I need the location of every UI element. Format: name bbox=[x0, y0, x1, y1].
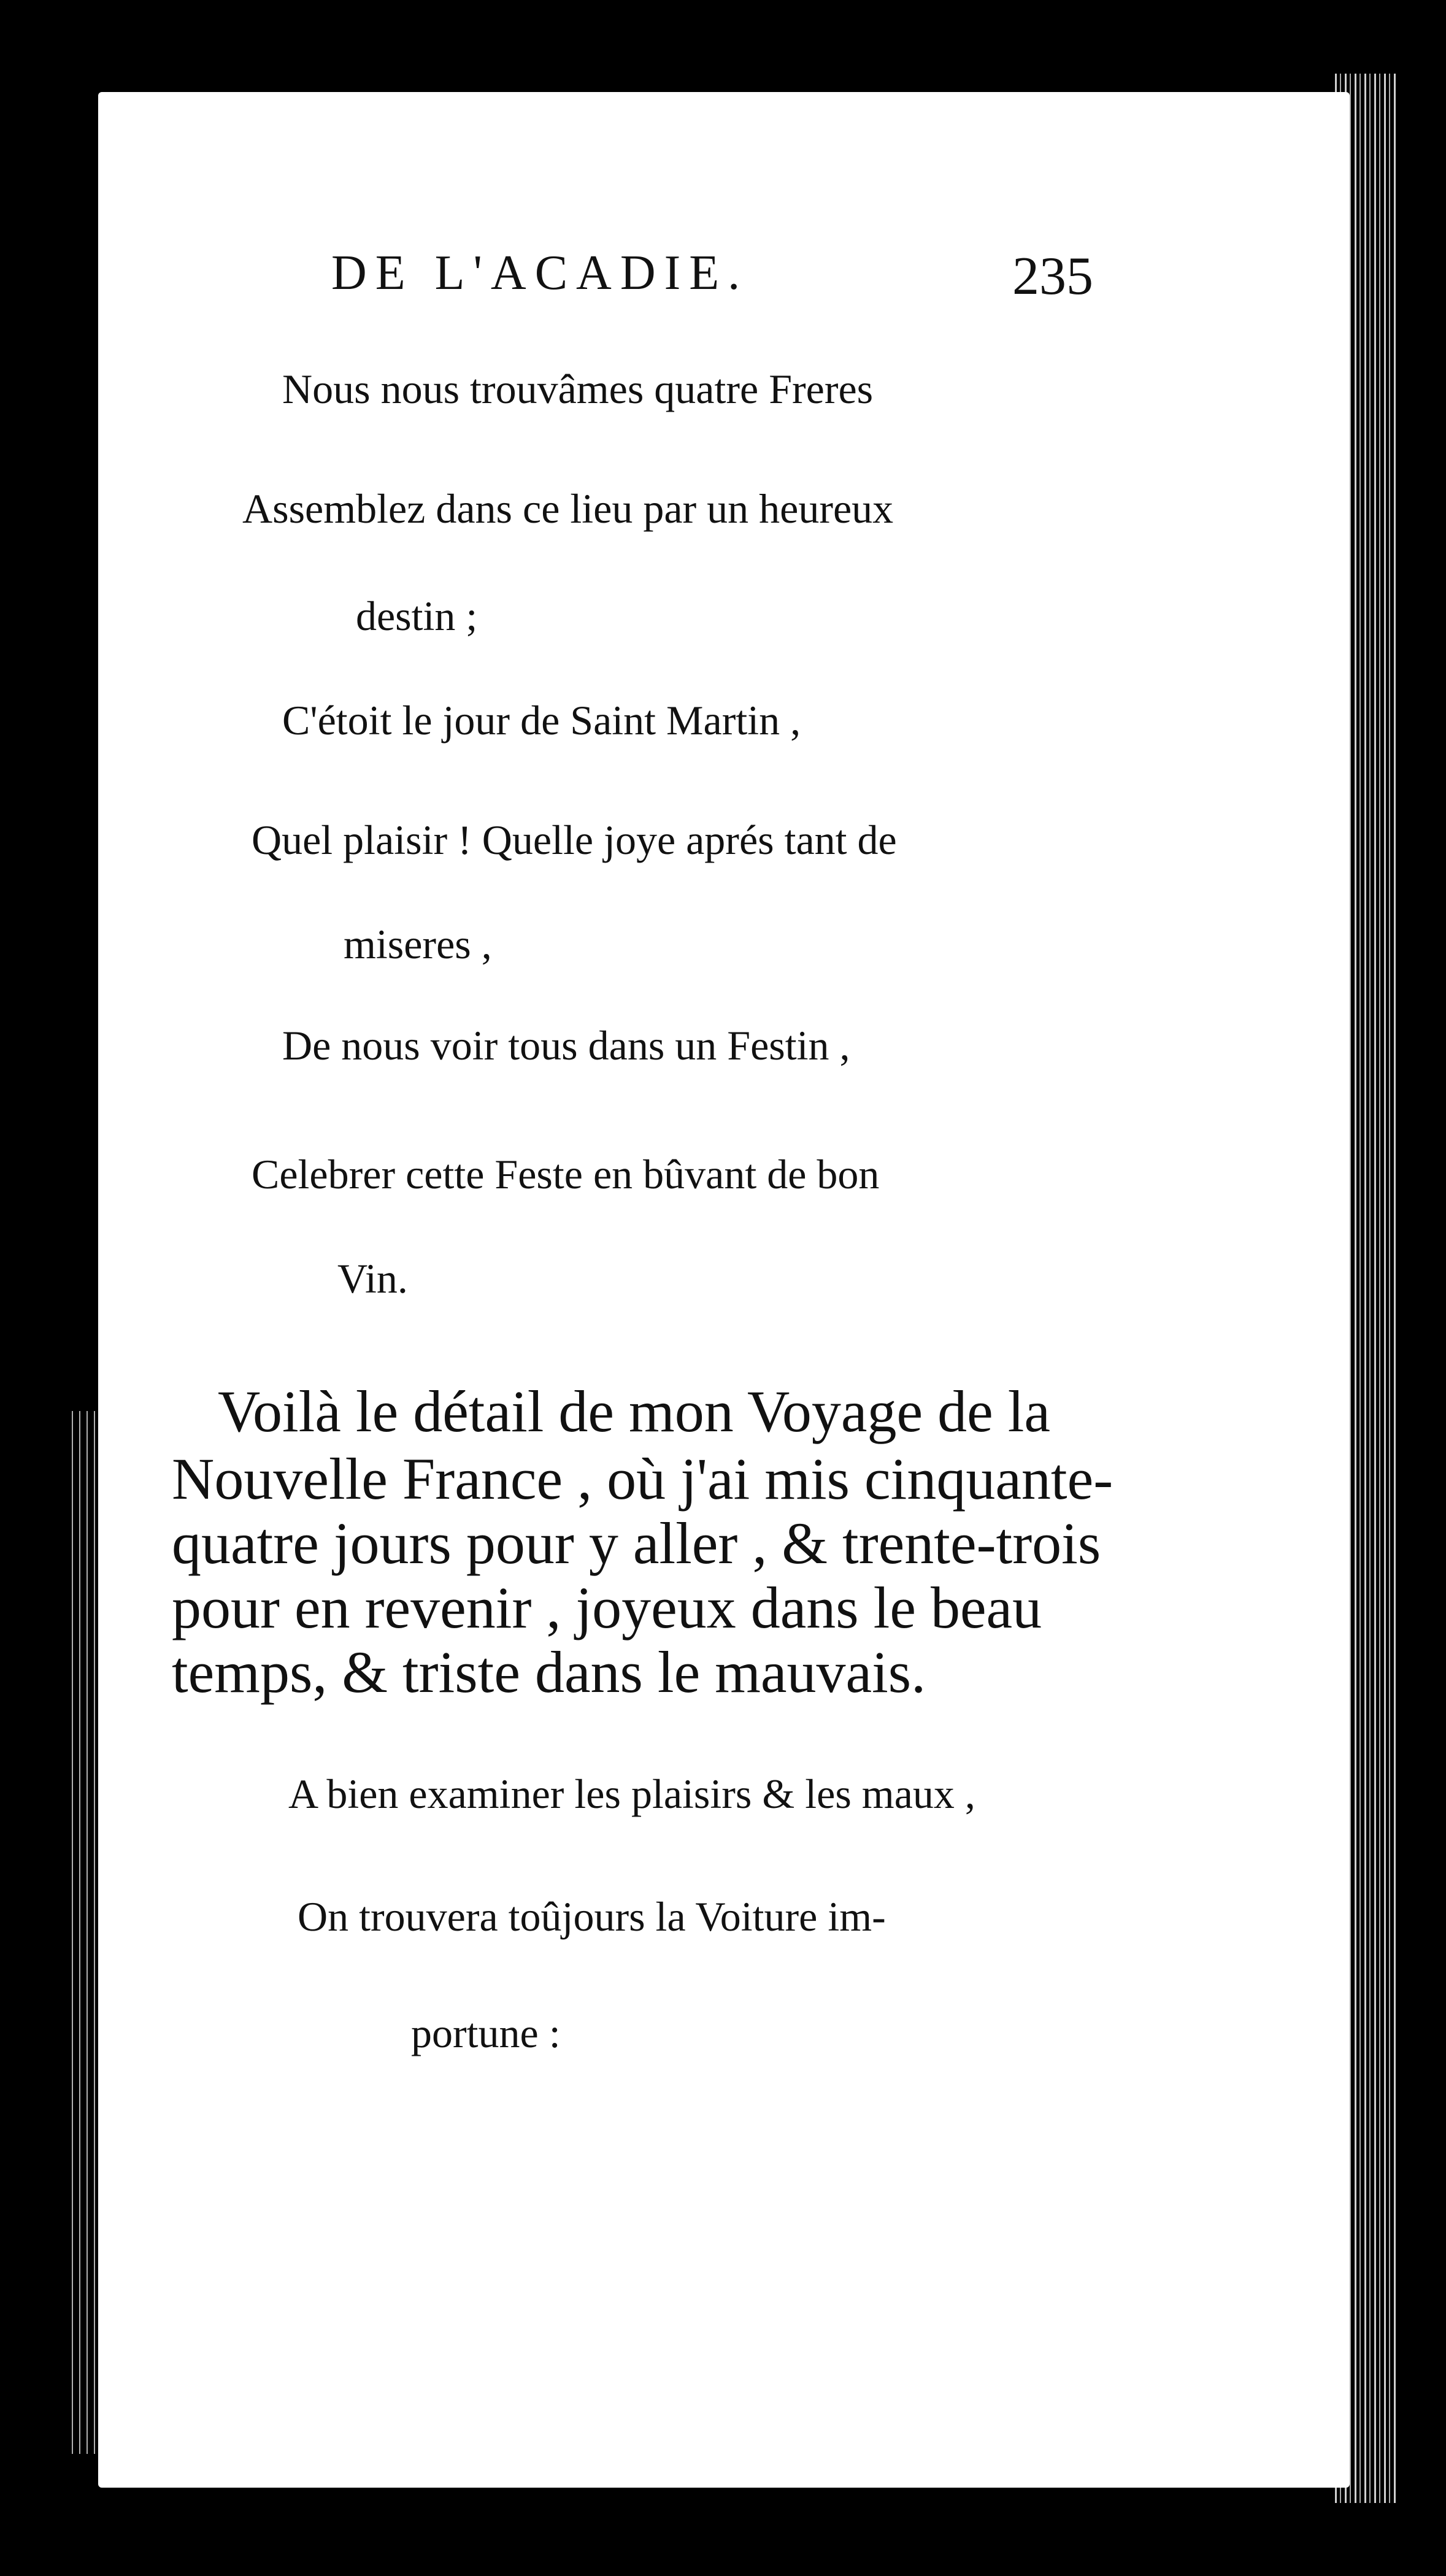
verse-line-continuation: miseres , bbox=[344, 921, 492, 967]
verse-line: A bien examiner les plaisirs & les maux , bbox=[288, 1771, 975, 1817]
verse-line: Nous nous trouvâmes quatre Freres bbox=[282, 366, 874, 412]
verse-line: On trouvera toûjours la Voiture im- bbox=[298, 1893, 886, 1940]
verse-line: Quel plaisir ! Quelle joye aprés tant de bbox=[252, 817, 897, 863]
verse-line-continuation: Vin. bbox=[337, 1255, 408, 1302]
prose-line: pour en revenir , joyeux dans le beau bbox=[172, 1575, 1042, 1640]
page-number: 235 bbox=[1012, 247, 1093, 306]
book-page bbox=[98, 92, 1350, 2488]
verse-line: C'étoit le jour de Saint Martin , bbox=[282, 697, 801, 744]
verse-line: Celebrer cette Feste en bûvant de bon bbox=[252, 1151, 880, 1198]
verse-line: Assemblez dans ce lieu par un heureux bbox=[242, 485, 894, 532]
prose-line: quatre jours pour y aller , & trente-trois bbox=[172, 1510, 1101, 1576]
running-title: DE L'ACADIE. bbox=[331, 246, 749, 300]
verse-line-continuation: portune : bbox=[411, 2010, 561, 2056]
book-gutter-edge bbox=[69, 1411, 99, 2454]
verse-line: De nous voir tous dans un Festin , bbox=[282, 1022, 850, 1069]
verse-line-continuation: destin ; bbox=[356, 593, 478, 639]
prose-line: temps, & triste dans le mauvais. bbox=[172, 1639, 926, 1705]
prose-line: Voilà le détail de mon Voyage de la bbox=[218, 1378, 1051, 1444]
prose-line: Nouvelle France , où j'ai mis cinquante- bbox=[172, 1446, 1113, 1512]
